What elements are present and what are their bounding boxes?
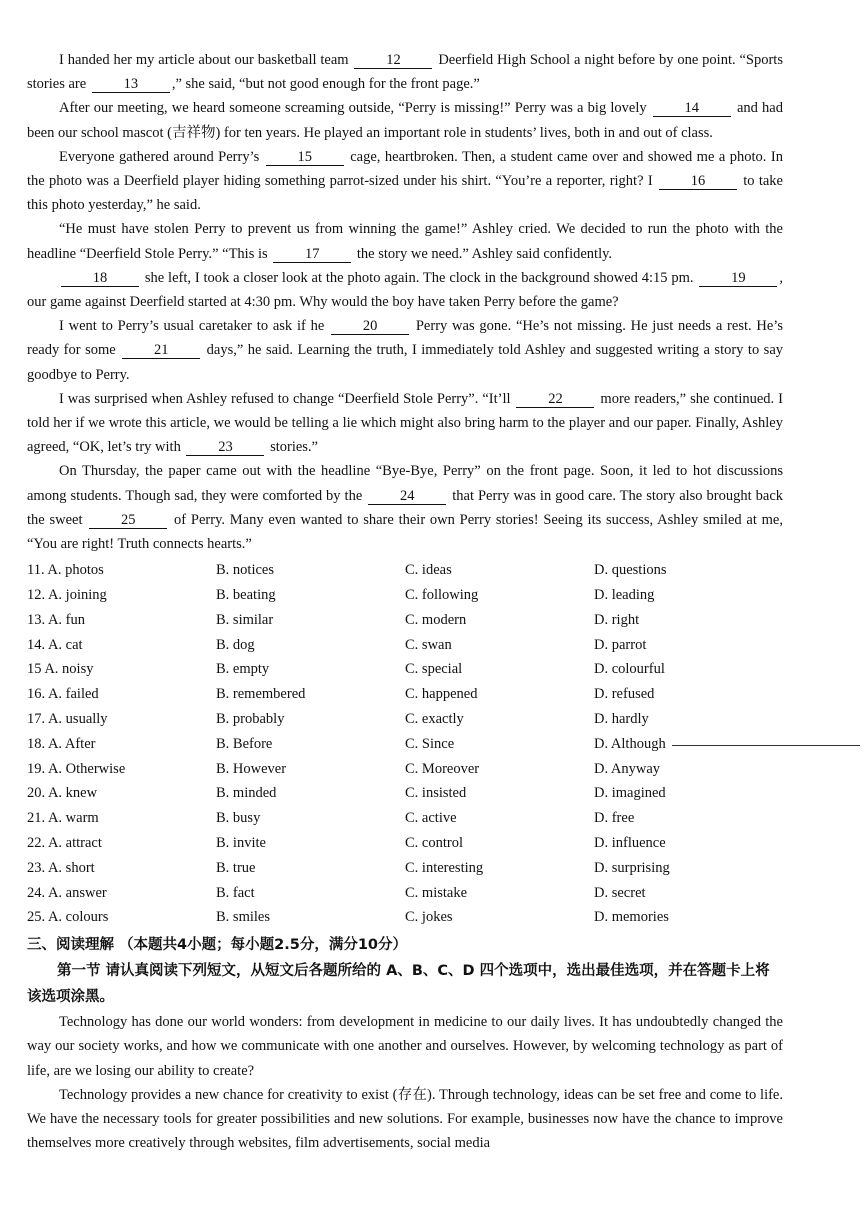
reading-paragraph — [27, 1083, 783, 1156]
passage-text: I handed her my article about our basketball team — [59, 52, 353, 68]
passage-text: Technology has done our world wonders: from development in medicine to our daily lives. It has undoubtedly changed the way our society works, and how we communicate with one another and ourselves. However, by welcoming technology as part of life, are we losing our ability to create? — [27, 1014, 783, 1079]
cloze-paragraph — [27, 145, 783, 218]
reading-paragraph — [27, 1010, 783, 1083]
option-row — [27, 757, 783, 782]
option-row — [27, 583, 783, 608]
cloze-passage — [27, 48, 783, 556]
reading-passage — [27, 1010, 783, 1155]
option-choice: 21. A. warm — [27, 810, 99, 827]
passage-text: the story we need.” Ashley said confidently. — [353, 245, 613, 262]
blank-12: 12 — [354, 52, 432, 69]
blank-20: 20 — [331, 318, 409, 335]
cloze-paragraph — [27, 387, 783, 460]
blank-22: 22 — [516, 391, 594, 408]
option-choice: C. mistake — [405, 884, 468, 901]
option-choice: B. empty — [216, 661, 270, 678]
passage-text: to take this photo yesterday,” he said. — [27, 173, 783, 214]
blank-25: 25 — [89, 512, 167, 529]
section-instructions: 第一节 请认真阅读下列短文，从短文后各题所给的 A、B、C、D 四个选项中，选出最佳选项，并在答题卡上将该选项涂黑。 — [27, 963, 770, 1006]
option-choice: B. dog — [216, 636, 255, 653]
option-choice: 25. A. colours — [27, 909, 109, 926]
option-row — [27, 881, 783, 906]
blank-13: 13 — [92, 76, 170, 93]
blank-18: 18 — [61, 270, 139, 287]
option-choice: 12. A. joining — [27, 586, 107, 603]
passage-text: ,” she said, “but not good enough for the front page.” — [171, 76, 480, 93]
blank-17: 17 — [273, 246, 351, 263]
option-row — [27, 856, 783, 881]
option-choice: 23. A. short — [27, 859, 95, 876]
blank-16: 16 — [659, 173, 737, 190]
option-choice: B. similar — [216, 611, 274, 628]
option-choice: 17. A. usually — [27, 710, 108, 727]
option-choice: C. exactly — [405, 710, 464, 727]
section-title: 三、阅读理解 （本题共4小题；每小题2.5分，满分10分） — [27, 937, 407, 954]
option-choice: B. Before — [216, 735, 273, 752]
option-choice: B. probably — [216, 710, 285, 727]
option-choice: B. fact — [216, 884, 255, 901]
option-choice: C. interesting — [405, 859, 484, 876]
option-choice: B. remembered — [216, 686, 306, 703]
option-choice: 13. A. fun — [27, 611, 85, 628]
option-choice: 16. A. failed — [27, 686, 99, 703]
option-choice: C. Since — [405, 735, 455, 752]
passage-text: Technology provides a new chance for creativity to exist (存在). Through technology, ideas can be set free and come to life. We have the necessary tools for greater possibilities and new solutions. For example, businesses now have the chance to improve themselves more creatively through websites, film advertisements, social media — [27, 1086, 783, 1152]
option-choice: B. beating — [216, 586, 276, 603]
cloze-paragraph — [27, 314, 783, 387]
option-choice: C. insisted — [405, 785, 467, 802]
option-choice: B. busy — [216, 810, 261, 827]
option-choice: 20. A. knew — [27, 785, 98, 802]
option-choice: D. memories — [594, 909, 669, 926]
cloze-paragraph — [27, 266, 783, 314]
option-choice: C. Moreover — [405, 760, 480, 777]
option-row — [27, 657, 783, 682]
option-choice: D. Anyway — [594, 760, 661, 777]
option-choice: D. right — [594, 611, 640, 628]
option-choice: D. parrot — [594, 636, 647, 653]
option-choice: D. surprising — [594, 859, 670, 876]
option-choice: 15 A. noisy — [27, 661, 94, 678]
passage-text: more readers,” she continued. I told her if we wrote this article, we would be telling a lie which might also bring harm to the player and our paper. Finally, Ashley agreed, “OK, let’s try with — [27, 390, 783, 456]
option-choice: C. following — [405, 586, 479, 603]
option-row — [27, 806, 783, 831]
option-choice: D. free — [594, 810, 635, 827]
option-choice: D. questions — [594, 562, 667, 579]
passage-text: that Perry was in good care. The story also brought back the sweet — [27, 487, 784, 528]
passage-text: of Perry. Many even wanted to share their own Perry stories! Seeing its success, Ashley smiled at me, “You are right! Truth connects hearts.” — [27, 511, 783, 553]
cloze-paragraph — [27, 217, 783, 265]
option-choice: C. control — [405, 834, 463, 851]
passage-text: she left, I took a closer look at the photo again. The clock in the background showed 4:15 pm. — [141, 269, 698, 286]
option-choice: 19. A. Otherwise — [27, 760, 126, 777]
passage-text: cage, heartbroken. Then, a student came over and showed me a photo. In the photo was a Deerfield player hiding something parrot-sized under his shirt. “You’re a reporter, right? I — [27, 148, 783, 190]
passage-text: days,” he said. Learning the truth, I immediately told Ashley and suggested writing a story to say goodbye to Perry. — [27, 342, 784, 383]
blank-23: 23 — [186, 439, 264, 456]
passage-text: I went to Perry’s usual caretaker to ask if he — [59, 318, 330, 335]
passage-text: On Thursday, the paper came out with the headline “Bye-Bye, Perry” on the front page. Soon, it led to hot discussions among students. Though sad, they were comforted by the — [27, 463, 783, 504]
option-choice: 11. A. photos — [27, 562, 104, 579]
option-choice: C. active — [405, 810, 457, 827]
option-choice: D. Although — [594, 735, 666, 752]
option-choice: B. notices — [216, 562, 274, 579]
option-choice: B. minded — [216, 785, 277, 802]
option-row — [27, 608, 783, 633]
margin-rule — [672, 745, 860, 746]
option-choice: C. jokes — [405, 909, 453, 926]
passage-text: “He must have stolen Perry to prevent us from winning the game!” Ashley cried. We decided to run the photo with the headline “Deerfield Stole Perry.” “This is — [27, 221, 783, 262]
option-row — [27, 732, 783, 757]
option-choice: B. However — [216, 760, 287, 777]
option-choice: B. true — [216, 859, 256, 876]
option-choice: D. secret — [594, 884, 646, 901]
cloze-paragraph — [27, 459, 783, 556]
option-row — [27, 905, 783, 930]
cloze-paragraph — [27, 96, 783, 144]
passage-text: Deerfield High School a night before by one point. “Sports stories are — [27, 52, 783, 93]
blank-14: 14 — [653, 100, 731, 117]
passage-text: stories.” — [266, 439, 318, 456]
option-choice: C. swan — [405, 636, 452, 653]
blank-19: 19 — [699, 270, 777, 287]
option-row — [27, 682, 783, 707]
option-choice: C. happened — [405, 686, 478, 703]
blank-21: 21 — [122, 342, 200, 359]
option-choice: 22. A. attract — [27, 834, 102, 851]
option-choice: D. colourful — [594, 661, 665, 678]
cloze-options — [27, 558, 783, 930]
option-row — [27, 831, 783, 856]
option-choice: D. influence — [594, 834, 666, 851]
passage-text: Perry was gone. “He’s not missing. He just needs a rest. He’s ready for some — [27, 318, 783, 359]
passage-text: After our meeting, we heard someone screaming outside, “Perry is missing!” Perry was a big lovely — [59, 100, 651, 117]
option-choice: C. modern — [405, 611, 467, 628]
option-choice: 18. A. After — [27, 735, 96, 752]
option-choice: D. leading — [594, 586, 655, 603]
passage-text: and had been our school mascot (吉祥物) for ten years. He played an important role in students’ lives, both in and out of class. — [27, 100, 783, 141]
passage-text: , our game against Deerfield started at 4:30 pm. Why would the boy have taken Perry before the game? — [27, 269, 783, 311]
option-choice: D. refused — [594, 686, 655, 703]
option-choice: B. smiles — [216, 909, 270, 926]
option-row — [27, 707, 783, 732]
blank-15: 15 — [266, 149, 344, 166]
option-choice: D. hardly — [594, 710, 649, 727]
option-row — [27, 781, 783, 806]
blank-24: 24 — [368, 488, 446, 505]
option-choice: C. special — [405, 661, 463, 678]
option-choice: 14. A. cat — [27, 636, 83, 653]
option-choice: D. imagined — [594, 785, 666, 802]
option-choice: C. ideas — [405, 562, 452, 579]
option-row — [27, 558, 783, 583]
passage-text: I was surprised when Ashley refused to change “Deerfield Stole Perry”. “It’ll — [59, 390, 515, 407]
cloze-paragraph — [27, 48, 783, 96]
option-row — [27, 633, 783, 658]
option-choice: 24. A. answer — [27, 884, 107, 901]
option-choice: B. invite — [216, 834, 266, 851]
passage-text: Everyone gathered around Perry’s — [59, 148, 264, 165]
